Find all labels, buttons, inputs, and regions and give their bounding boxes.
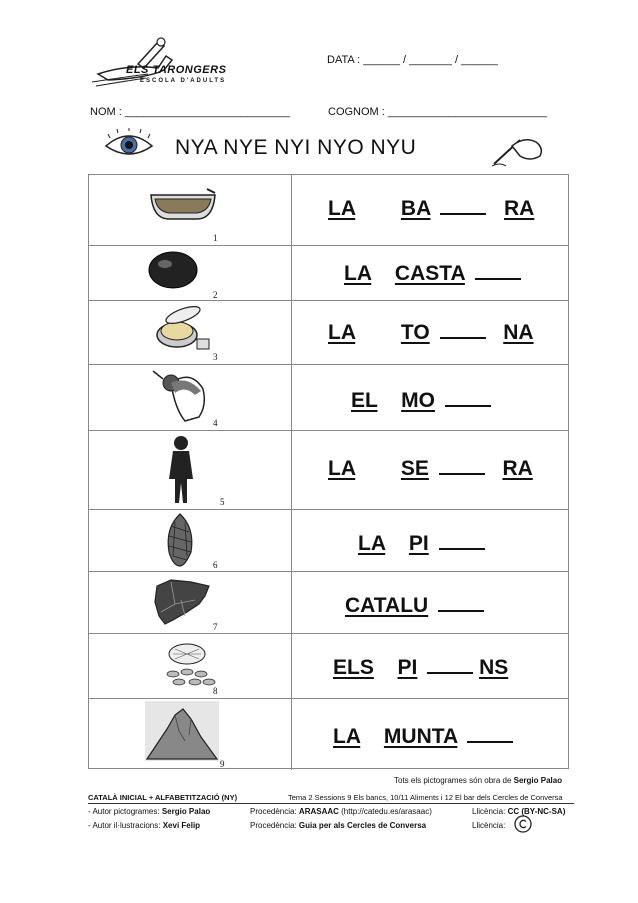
label: Llicència: xyxy=(472,821,506,830)
word-part: CASTA xyxy=(394,262,465,285)
word-puzzle xyxy=(344,260,521,286)
row-number: 5 xyxy=(220,497,225,507)
name-field[interactable]: NOM : ___________________________ xyxy=(90,106,291,118)
writing-hand-icon xyxy=(490,132,546,168)
bathtub-icon xyxy=(147,187,219,223)
value: Guia per als Cercles de Conversa xyxy=(298,821,427,830)
hair-bun-icon xyxy=(151,369,211,425)
row-number: 7 xyxy=(213,622,218,632)
word-puzzle xyxy=(328,319,534,345)
pictogram-source xyxy=(250,807,432,816)
picture-cell xyxy=(89,510,292,571)
credit-text: Tots els pictogrames són obra de xyxy=(394,776,514,785)
row-number: 2 xyxy=(213,290,218,300)
illustration-author xyxy=(88,821,200,830)
exercise-table xyxy=(88,174,569,769)
illustration-license xyxy=(472,821,505,830)
word-part: PI xyxy=(397,656,418,679)
word-puzzle xyxy=(333,654,508,680)
word-puzzle xyxy=(351,387,491,413)
answer-blank[interactable] xyxy=(427,654,473,674)
word-part: LA xyxy=(333,725,361,748)
row-number: 3 xyxy=(213,352,218,362)
exercise-row-2 xyxy=(89,245,568,300)
picture-cell xyxy=(89,301,292,364)
word-part: RA xyxy=(504,197,535,220)
label: Procedència: xyxy=(250,807,299,816)
word-part: LA xyxy=(358,532,386,555)
pine-nuts-icon xyxy=(161,640,219,690)
row-number: 1 xyxy=(213,233,218,243)
picture-cell xyxy=(89,246,292,300)
woman-silhouette-icon xyxy=(167,435,195,505)
answer-blank[interactable] xyxy=(438,592,484,612)
row-number: 6 xyxy=(213,560,218,570)
answer-blank[interactable] xyxy=(440,195,486,215)
logo-brand: ELS TARONGERS xyxy=(126,64,227,76)
value: CC (BY-NC-SA) xyxy=(507,807,566,816)
exercise-row-7 xyxy=(89,571,568,633)
word-part: LA xyxy=(328,321,356,344)
word-part: MUNTA xyxy=(383,725,458,748)
label: - Autor il·lustracions: xyxy=(88,821,163,830)
word-part: BA xyxy=(400,197,431,220)
label: Procedència: xyxy=(250,821,299,830)
mountain-icon xyxy=(145,701,219,761)
exercise-row-9 xyxy=(89,698,568,770)
chestnut-icon xyxy=(147,250,199,290)
word-part: LA xyxy=(328,197,356,220)
word-part: PI xyxy=(408,532,429,555)
exercise-row-1 xyxy=(89,175,568,245)
word-part: ELS xyxy=(333,656,374,679)
word-part: RA xyxy=(502,457,533,480)
picture-cell xyxy=(89,365,292,430)
word-part: MO xyxy=(401,389,435,412)
illustration-source xyxy=(250,821,426,830)
exercise-row-5 xyxy=(89,430,568,509)
row-number: 8 xyxy=(213,686,218,696)
footer-divider xyxy=(88,803,574,804)
course-topic: Tema 2 Sessions 9 Els bancs, 10/11 Aliments i 12 El bar dels Cercles de Conversa xyxy=(288,793,563,802)
picture-cell xyxy=(89,175,292,245)
value: Sergio Palao xyxy=(161,807,211,816)
word-part: NA xyxy=(503,321,534,344)
answer-blank[interactable] xyxy=(475,260,521,280)
logo-subtitle: ESCOLA D'ADULTS xyxy=(140,78,227,84)
picture-cell xyxy=(89,634,292,698)
pictogram-credit xyxy=(394,776,562,785)
exercise-row-6 xyxy=(89,509,568,571)
word-part: TO xyxy=(400,321,430,344)
label: Llicència: xyxy=(472,807,508,816)
picture-cell xyxy=(89,431,292,509)
word-puzzle xyxy=(328,195,534,221)
exercise-row-4 xyxy=(89,364,568,430)
exercise-row-8 xyxy=(89,633,568,698)
row-number: 4 xyxy=(213,418,218,428)
pine-cone-icon xyxy=(163,512,197,568)
word-part: LA xyxy=(328,457,356,480)
credit-author: Sergio Palao xyxy=(513,776,563,785)
answer-blank[interactable] xyxy=(445,387,491,407)
catalonia-map-icon xyxy=(151,576,213,628)
answer-blank[interactable] xyxy=(439,455,485,475)
word-part: LA xyxy=(344,262,372,285)
course-line xyxy=(88,793,574,802)
word-puzzle xyxy=(328,455,533,481)
word-puzzle xyxy=(358,530,485,556)
exercise-row-3 xyxy=(89,300,568,364)
value: Xevi Felip xyxy=(162,821,201,830)
course-name: CATALÀ INICIAL + ALFABETITZACIÓ (NY) xyxy=(88,793,238,802)
source-link[interactable]: (http://catedu.es/arasaac) xyxy=(338,807,432,816)
school-logo xyxy=(88,34,248,104)
word-puzzle xyxy=(333,723,513,749)
copyright-icon xyxy=(514,815,532,833)
row-number: 9 xyxy=(220,759,225,769)
date-field[interactable]: DATA : ______ / _______ / ______ xyxy=(327,54,498,66)
tuna-can-icon xyxy=(153,303,215,355)
word-puzzle xyxy=(345,592,484,618)
word-part: EL xyxy=(351,389,378,412)
answer-blank[interactable] xyxy=(439,530,485,550)
pictogram-author xyxy=(88,807,210,816)
picture-cell xyxy=(89,572,292,633)
surname-field[interactable]: COGNOM : __________________________ xyxy=(328,106,547,118)
eye-icon xyxy=(104,128,154,162)
word-part: SE xyxy=(400,457,429,480)
page-title: NYA NYE NYI NYO NYU xyxy=(175,136,417,159)
word-part: CATALU xyxy=(345,594,429,617)
label: - Autor pictogrames: xyxy=(88,807,162,816)
answer-blank[interactable] xyxy=(467,723,513,743)
word-part: NS xyxy=(479,656,509,679)
answer-blank[interactable] xyxy=(440,319,486,339)
picture-cell xyxy=(89,699,292,770)
value: ARASAAC xyxy=(298,807,339,816)
